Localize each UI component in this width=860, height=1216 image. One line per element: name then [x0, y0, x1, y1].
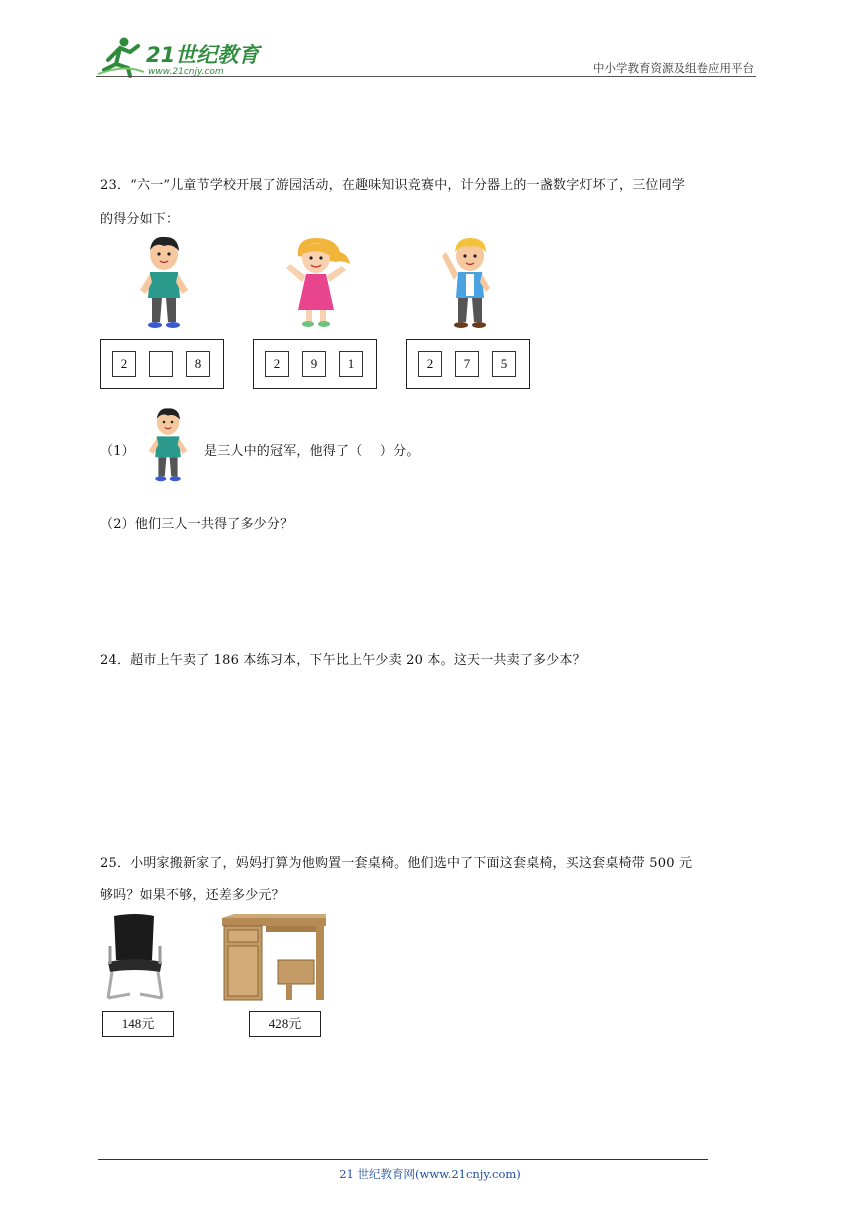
chair-illustration	[100, 912, 170, 1002]
q24-text: 24．超市上午卖了 186 本练习本，下午比上午少卖 20 本。这天一共卖了多少本？	[100, 653, 586, 668]
q23-text-line1: 23．“六一”儿童节学校开展了游园活动，在趣味知识竞赛中，计分器上的一盏数字灯坏了，三位同学	[100, 178, 686, 193]
score-box-1	[100, 339, 224, 389]
score-1-digit-2-broken	[149, 351, 173, 377]
logo-url: www.21cnjy.com	[148, 67, 224, 77]
score-box-2	[253, 339, 377, 389]
desk-illustration	[220, 914, 328, 1004]
girl-illustration	[276, 234, 356, 334]
q23-sub1-text: 是三人中的冠军，他得了（ ）分。	[204, 444, 420, 459]
boy-2-illustration	[430, 234, 510, 334]
score-1-digit-3: 8	[186, 351, 210, 377]
q23-text-line2: 的得分如下：	[100, 212, 180, 227]
desk-price-label: 428元	[249, 1011, 321, 1037]
score-2-digit-1: 2	[265, 351, 289, 377]
score-1-digit-1: 2	[112, 351, 136, 377]
score-box-3	[406, 339, 530, 389]
score-3-digit-2: 7	[455, 351, 479, 377]
q23-sub1-number: （1）	[100, 444, 135, 459]
header-tagline: 中小学教育资源及组卷应用平台	[593, 61, 754, 75]
boy-1-illustration	[124, 234, 204, 334]
runner-icon	[98, 38, 144, 77]
site-logo	[94, 34, 294, 78]
q23-sub2-text: （2）他们三人一共得了多少分？	[100, 517, 294, 532]
chair-price-label: 148元	[102, 1011, 174, 1037]
header-divider	[96, 76, 756, 77]
footer-divider	[98, 1159, 708, 1160]
q25-text-line2: 够吗？如果不够，还差多少元？	[100, 888, 285, 903]
score-2-digit-3: 1	[339, 351, 363, 377]
score-3-digit-3: 5	[492, 351, 516, 377]
q25-text-line1: 25．小明家搬新家了，妈妈打算为他购置一套桌椅。他们选中了下面这套桌椅，买这套桌椅带 500 元	[100, 856, 693, 871]
logo-text: 21世纪教育	[146, 43, 260, 67]
score-3-digit-1: 2	[418, 351, 442, 377]
boy-1-small-illustration	[136, 398, 200, 494]
footer-link[interactable]: 21 世纪教育网(www.21cnjy.com)	[339, 1167, 521, 1181]
score-2-digit-2: 9	[302, 351, 326, 377]
